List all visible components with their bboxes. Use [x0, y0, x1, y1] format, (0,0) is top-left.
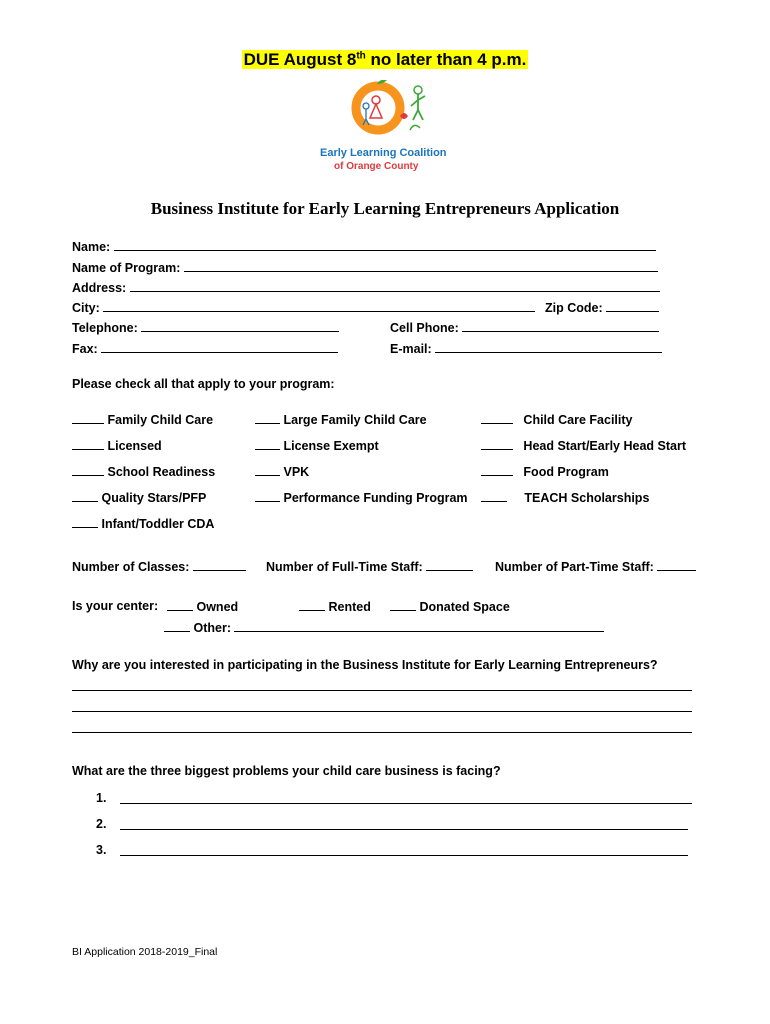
check-label: Licensed — [107, 439, 162, 453]
email-input[interactable] — [435, 341, 662, 353]
fulltime-label: Number of Full-Time Staff: — [266, 560, 423, 574]
cell-label: Cell Phone: — [390, 321, 459, 335]
check-label: Family Child Care — [107, 413, 214, 427]
check-label: Child Care Facility — [523, 413, 633, 427]
check-blank[interactable] — [481, 464, 513, 476]
check-blank[interactable] — [481, 438, 513, 450]
check-item — [255, 464, 309, 479]
check-item — [481, 412, 632, 427]
check-label: Head Start/Early Head Start — [523, 439, 686, 453]
footer-label: BI Application 2018-2019_Final — [72, 946, 218, 958]
rented-blank[interactable] — [299, 599, 325, 611]
rented-label: Rented — [328, 600, 371, 614]
other-blank[interactable] — [164, 620, 190, 632]
fax-label: Fax: — [72, 342, 98, 356]
check-blank[interactable] — [481, 412, 513, 424]
classes-input[interactable] — [193, 559, 246, 571]
other-label: Other: — [193, 621, 231, 635]
zip-label: Zip Code: — [545, 301, 603, 315]
check-blank[interactable] — [72, 438, 104, 450]
due-text-suffix: no later than 4 p.m. — [365, 50, 527, 69]
telephone-label: Telephone: — [72, 321, 138, 335]
problem-number: 2. — [96, 817, 107, 831]
due-text-prefix: DUE August 8 — [243, 50, 357, 69]
check-blank[interactable] — [255, 490, 280, 502]
other-option — [164, 620, 604, 635]
check-blank[interactable] — [255, 412, 280, 424]
why-answer-line[interactable] — [72, 732, 692, 733]
check-item — [481, 464, 609, 479]
check-item — [72, 464, 215, 479]
address-label: Address: — [72, 281, 127, 295]
program-row — [72, 260, 658, 275]
check-label: Infant/Toddler CDA — [101, 517, 215, 531]
check-label: VPK — [283, 465, 310, 479]
due-text-sup: th — [356, 50, 366, 62]
parttime-row — [495, 559, 696, 574]
name-row — [72, 239, 656, 254]
name-label: Name: — [72, 240, 111, 254]
classes-row — [72, 559, 246, 574]
check-item — [72, 412, 213, 427]
check-item — [255, 412, 427, 427]
fulltime-row — [266, 559, 473, 574]
problem-answer-line[interactable] — [120, 855, 688, 856]
address-input[interactable] — [130, 280, 660, 292]
owned-option — [167, 599, 238, 614]
check-label: Performance Funding Program — [283, 491, 468, 505]
zip-input[interactable] — [606, 300, 659, 312]
check-label: Large Family Child Care — [283, 413, 427, 427]
cell-row — [390, 320, 659, 335]
zip-row — [545, 300, 659, 315]
classes-label: Number of Classes: — [72, 560, 190, 574]
fax-input[interactable] — [101, 341, 338, 353]
email-row — [390, 341, 662, 356]
address-row — [72, 280, 660, 295]
elc-logo — [320, 80, 450, 175]
check-blank[interactable] — [255, 438, 280, 450]
problems-question: What are the three biggest problems your child care business is facing? — [72, 764, 501, 778]
fax-row — [72, 341, 338, 356]
other-input[interactable] — [234, 620, 604, 632]
check-item — [72, 516, 214, 531]
why-answer-line[interactable] — [72, 690, 692, 691]
telephone-row — [72, 320, 339, 335]
check-label: Quality Stars/PFP — [101, 491, 207, 505]
rented-option — [299, 599, 371, 614]
city-input[interactable] — [103, 300, 535, 312]
due-notice — [0, 50, 770, 70]
logo-line1: Early Learning Coalition — [320, 147, 447, 159]
check-item — [255, 490, 468, 505]
check-blank[interactable] — [255, 464, 280, 476]
telephone-input[interactable] — [141, 320, 339, 332]
check-label: Food Program — [523, 465, 609, 479]
problem-answer-line[interactable] — [120, 829, 688, 830]
check-item — [72, 490, 206, 505]
owned-blank[interactable] — [167, 599, 193, 611]
check-label: License Exempt — [283, 439, 379, 453]
owned-label: Owned — [196, 600, 239, 614]
check-blank[interactable] — [72, 516, 98, 528]
check-blank[interactable] — [72, 490, 98, 502]
parttime-label: Number of Part-Time Staff: — [495, 560, 654, 574]
center-label: Is your center: — [72, 599, 159, 613]
donated-option — [390, 599, 510, 614]
email-label: E-mail: — [390, 342, 432, 356]
check-blank[interactable] — [72, 464, 104, 476]
check-blank[interactable] — [72, 412, 104, 424]
check-label: TEACH Scholarships — [524, 491, 650, 505]
donated-label: Donated Space — [419, 600, 510, 614]
check-item — [72, 438, 162, 453]
city-label: City: — [72, 301, 100, 315]
why-question: Why are you interested in participating in the Business Institute for Early Learning Entrepreneurs? — [72, 658, 658, 672]
check-item — [255, 438, 379, 453]
check-blank[interactable] — [481, 490, 507, 502]
check-label: School Readiness — [107, 465, 216, 479]
why-answer-line[interactable] — [72, 711, 692, 712]
check-item — [481, 490, 649, 505]
check-item — [481, 438, 686, 453]
name-input[interactable] — [114, 239, 656, 251]
program-input[interactable] — [184, 260, 658, 272]
parttime-input[interactable] — [657, 559, 696, 571]
donated-blank[interactable] — [390, 599, 416, 611]
problem-number: 3. — [96, 843, 107, 857]
problem-answer-line[interactable] — [120, 803, 692, 804]
program-label: Name of Program: — [72, 261, 181, 275]
city-row — [72, 300, 535, 315]
problem-number: 1. — [96, 791, 107, 805]
fulltime-input[interactable] — [426, 559, 473, 571]
form-title: Business Institute for Early Learning Entrepreneurs Application — [150, 199, 620, 218]
logo-line2: of Orange County — [334, 161, 419, 172]
checklist-prompt: Please check all that apply to your program: — [72, 377, 335, 391]
cell-input[interactable] — [462, 320, 659, 332]
